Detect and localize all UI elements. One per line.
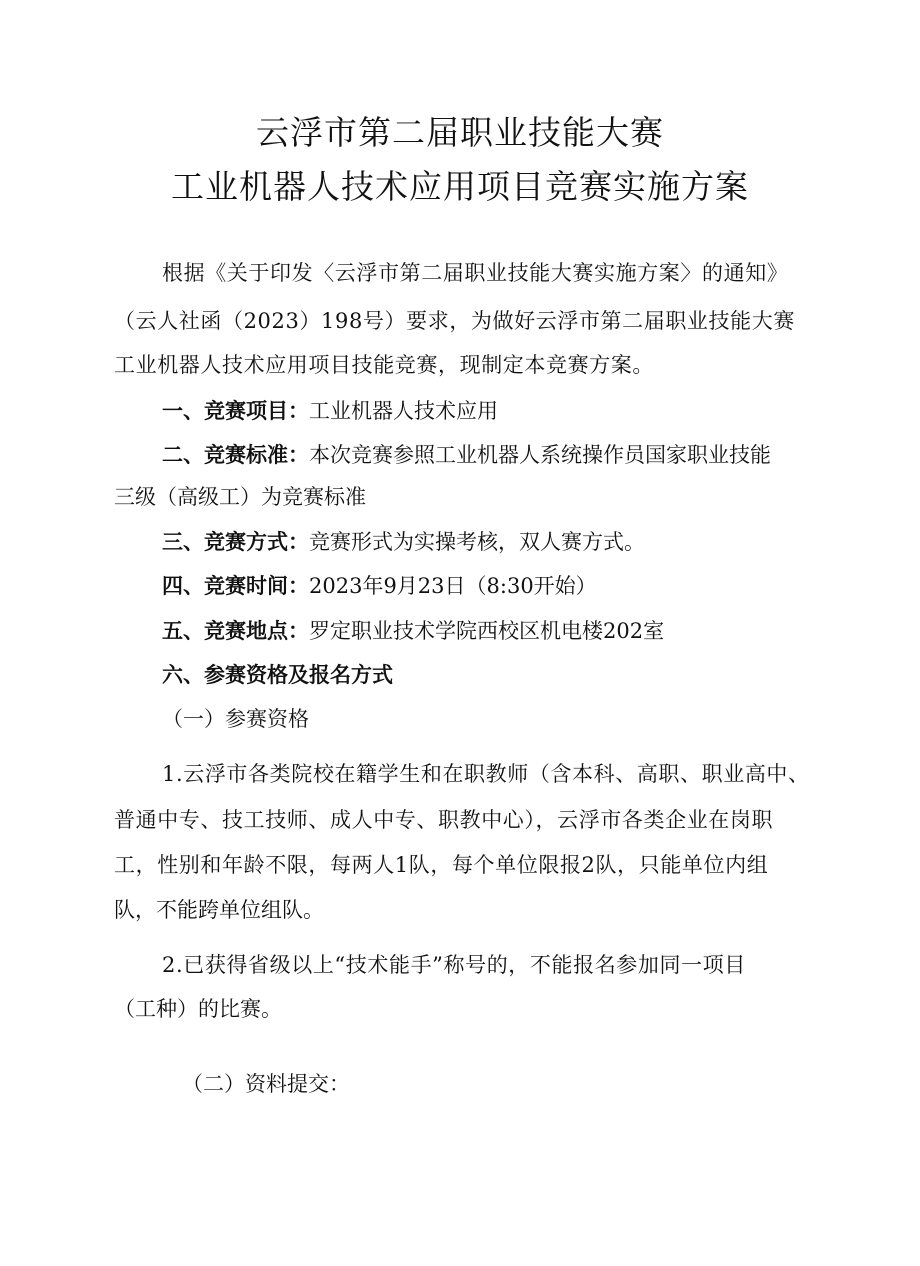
qualification-item-2-line-1: 2.已获得省级以上“技术能手”称号的，不能报名参加同一项目 (162, 953, 746, 977)
section-5-text: 罗定职业技术学院西校区机电楼202室 (309, 619, 665, 643)
section-competition-method (162, 527, 822, 557)
section-5-label: 五、竞赛地点： (162, 619, 309, 643)
section-competition-item (162, 396, 822, 426)
intro-line-3: 工业机器人技术应用项目技能竞赛，现制定本竞赛方案。 (114, 353, 654, 377)
document-title-line-1: 云浮市第二届职业技能大赛 (256, 113, 664, 152)
section-4-label: 四、竞赛时间： (162, 574, 309, 598)
qualification-item-1-line-2: 普通中专、技工技师、成人中专、职教中心），云浮市各类企业在岗职 (114, 808, 774, 832)
intro-line-2: （云人社函（2023）198号）要求，为做好云浮市第二届职业技能大赛 (114, 309, 795, 333)
qualification-item-1-line-4: 队，不能跨单位组队。 (114, 898, 324, 922)
qualification-item-2-line-2: （工种）的比赛。 (114, 997, 282, 1021)
section-4-text: 2023年9月23日（8:30开始） (309, 574, 597, 598)
section-qualification-registration (162, 660, 822, 690)
intro-line-1: 根据《关于印发〈云浮市第二届职业技能大赛实施方案〉的通知》 (162, 261, 789, 285)
section-2-text: 本次竞赛参照工业机器人系统操作员国家职业技能 (309, 443, 771, 467)
section-2-label: 二、竞赛标准： (162, 443, 309, 467)
section-competition-time (162, 571, 822, 601)
section-competition-standard (162, 440, 822, 470)
section-2-continuation: 三级（高级工）为竞赛标准 (114, 485, 366, 509)
section-1-text: 工业机器人技术应用 (309, 399, 498, 423)
section-6-label: 六、参赛资格及报名方式 (162, 663, 393, 687)
section-1-label: 一、竞赛项目： (162, 399, 309, 423)
subsection-materials-heading: （二）资料提交： (182, 1072, 350, 1096)
document-title-line-2: 工业机器人技术应用项目竞赛实施方案 (171, 167, 749, 206)
section-3-text: 竞赛形式为实操考核，双人赛方式。 (309, 530, 645, 554)
section-competition-venue (162, 616, 822, 646)
qualification-item-1-line-3: 工，性别和年龄不限，每两人1队，每个单位限报2队，只能单位内组 (114, 853, 769, 877)
qualification-item-1-line-1: 1.云浮市各类院校在籍学生和在职教师（含本科、高职、职业高中、 (162, 762, 810, 786)
section-3-label: 三、竞赛方式： (162, 530, 309, 554)
subsection-qualification-heading: （一）参赛资格 (162, 707, 309, 731)
